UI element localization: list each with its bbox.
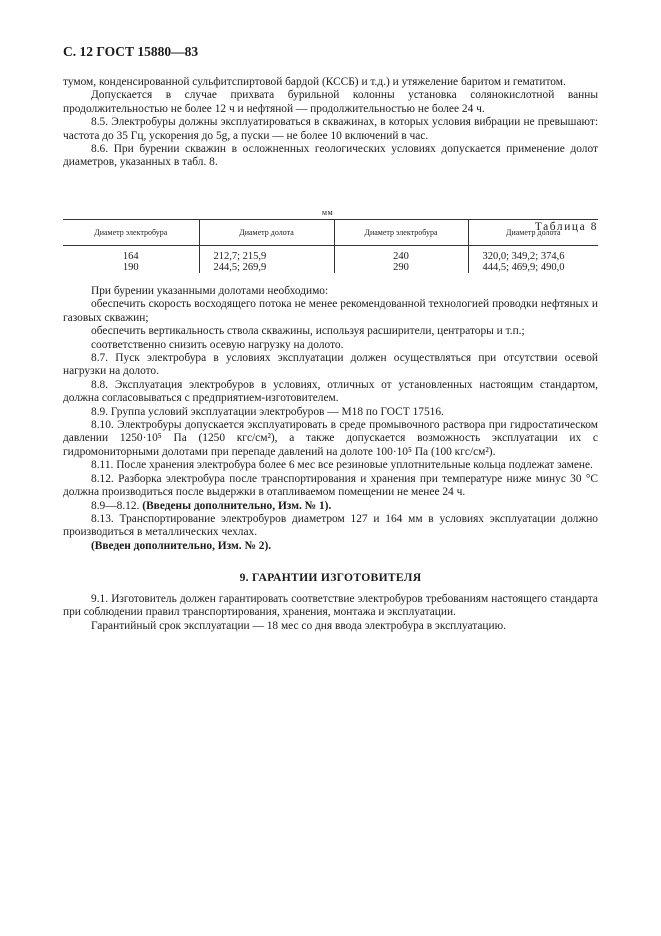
paragraph-8-5: 8.5. Электробуры должны эксплуатироваться в скважинах, в которых условия вибрации не превышают: частота до 35 Гц, ускорения до 5g, а пуски — не более 10 включений в час. bbox=[63, 116, 598, 142]
table-cell: 320,0; 349,2; 374,6 bbox=[468, 246, 598, 263]
amendment-note-1 bbox=[63, 500, 598, 513]
table-header-cell: Диаметр электробура bbox=[334, 220, 468, 246]
table-cell: 190 bbox=[122, 262, 139, 273]
table-8 bbox=[63, 219, 598, 273]
paragraph-8-12: 8.12. Разборка электробура после транспортирования и хранения при температуре ниже минус 30 °С должна производиться после выдержки в отапливаемом помещении не менее 24 ч. bbox=[63, 472, 598, 499]
table-row bbox=[63, 262, 598, 273]
table-caption: Таблица 8 bbox=[534, 221, 598, 233]
table-cell: 444,5; 469,9; 490,0 bbox=[468, 262, 598, 273]
table-header-cell: Диаметр долота bbox=[468, 220, 598, 246]
paragraph: обеспечить скорость восходящего потока не менее рекомендованной технологией проводки нефтяных и газовых скважин; bbox=[63, 298, 598, 324]
table-header-row bbox=[63, 220, 598, 246]
paragraph-9-1: 9.1. Изготовитель должен гарантировать соответствие электробуров требованиям настоящего стандарта при соблюдении правил транспортирования, хранения, монтажа и эксплуатации. bbox=[63, 593, 598, 619]
paragraph: соответственно снизить осевую нагрузку на долото. bbox=[91, 338, 344, 351]
amendment-text: (Введены дополнительно, Изм. № 1). bbox=[142, 499, 332, 512]
amendment-note-2: (Введен дополнительно, Изм. № 2). bbox=[91, 539, 272, 552]
paragraph-8-7: 8.7. Пуск электробура в условиях эксплуатации должен осуществляться при отсутствии осевой нагрузки на долото. bbox=[63, 352, 598, 378]
text-block-section-9 bbox=[63, 593, 598, 633]
table-header-cell: Диаметр долота bbox=[199, 220, 334, 246]
paragraph: При бурении указанными долотами необходимо: bbox=[91, 285, 329, 297]
paragraph: обеспечить вертикальность ствола скважины, используя расширители, центраторы и т.п.; bbox=[91, 325, 525, 338]
table-row bbox=[63, 246, 598, 263]
table-header-cell: Диаметр электробура bbox=[63, 220, 199, 246]
amendment-prefix: 8.9—8.12. bbox=[91, 499, 140, 512]
paragraph-8-6: 8.6. При бурении скважин в осложненных геологических условиях допускается применение долот диаметров, указанных в табл. 8. bbox=[63, 143, 598, 169]
paragraph: тумом, конденсированной сульфитспиртовой бардой (КССБ) и т.д.) и утяжеление баритом и гематитом. bbox=[63, 76, 566, 88]
table-cell: 244,5; 269,9 bbox=[199, 262, 334, 273]
page-header: С. 12 ГОСТ 15880—83 bbox=[63, 44, 199, 59]
section-title: 9. ГАРАНТИИ ИЗГОТОВИТЕЛЯ bbox=[239, 571, 422, 584]
paragraph: Допускается в случае прихвата бурильной колонны установка солянокислотной ванны продолжительностью не более 12 ч и нефтяной — продолжительностью не более 24 ч. bbox=[63, 89, 598, 115]
paragraph-8-9: 8.9. Группа условий эксплуатации электробуров — М18 по ГОСТ 17516. bbox=[91, 405, 444, 418]
paragraph-8-13: 8.13. Транспортирование электробуров диаметром 127 и 164 мм в условиях эксплуатации должно производиться в металлических чехлах. bbox=[63, 512, 598, 539]
text-block-top bbox=[63, 76, 598, 170]
table-cell: 212,7; 215,9 bbox=[199, 246, 334, 263]
table-cell: 240 bbox=[334, 246, 468, 263]
paragraph: Гарантийный срок эксплуатации — 18 мес со дня ввода электробура в эксплуатацию. bbox=[91, 619, 506, 632]
paragraph-8-8: 8.8. Эксплуатация электробуров в условиях, отличных от установленных настоящим стандартом, должна согласовываться с предприятием-изготовителем. bbox=[63, 378, 598, 405]
table-cell: 164 bbox=[122, 251, 139, 262]
paragraph-8-11: 8.11. После хранения электробура более 6 мес все резиновые уплотнительные кольца подлежат замене. bbox=[91, 459, 593, 472]
table-unit: мм bbox=[322, 208, 334, 217]
text-block-middle bbox=[63, 285, 598, 553]
paragraph-8-10: 8.10. Электробуры допускается эксплуатировать в среде промывочного раствора при гидростатическом давлении 1250·10⁵ Па (1250 кгс/см²), а также допускается возможность эксплуатации их с гидромониторными долотами при перепаде давлений на долоте 100·10⁵ Па (100 кгс/см²). bbox=[63, 419, 598, 458]
table-cell: 290 bbox=[334, 262, 468, 273]
